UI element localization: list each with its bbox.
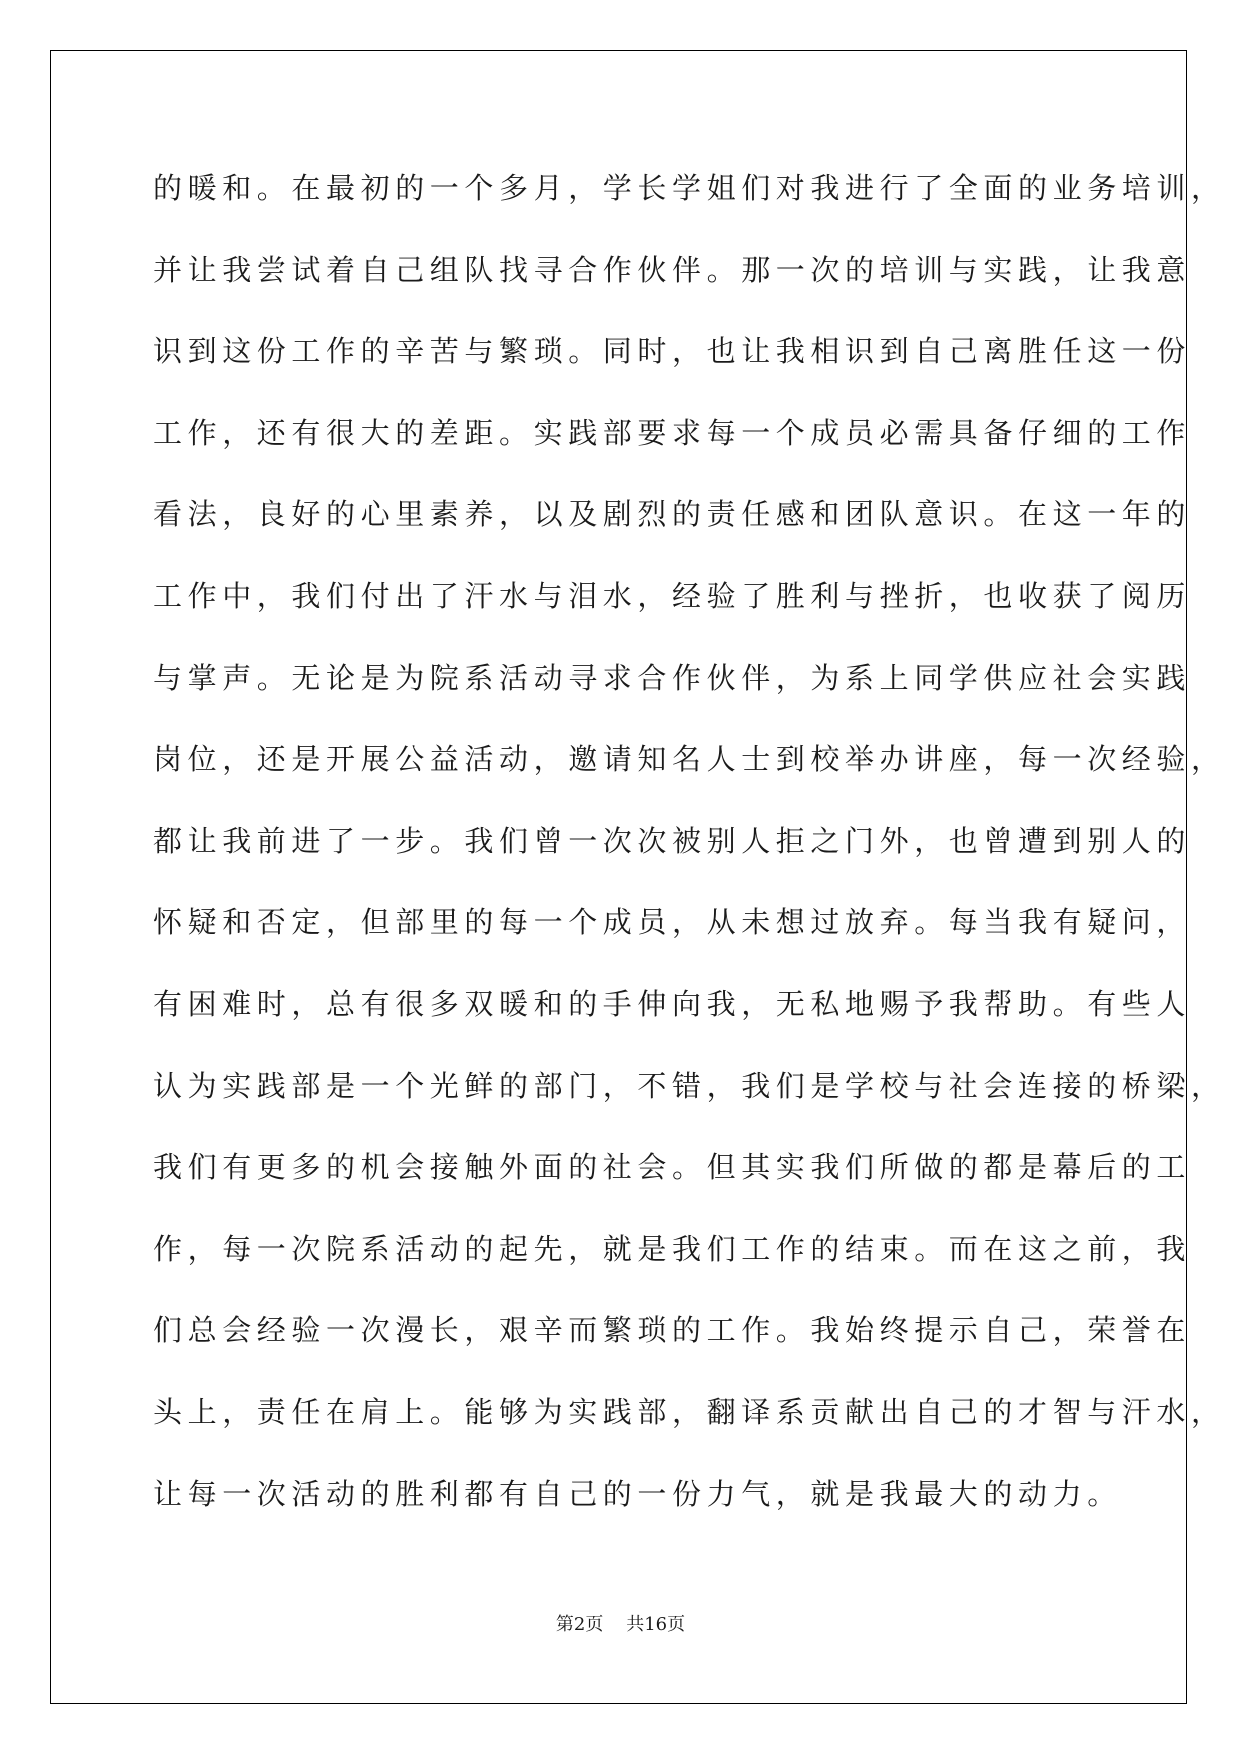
text-line: 让每一次活动的胜利都有自己的一份力气，就是我最大的动力。 — [153, 1476, 1122, 1511]
text-line: 作，每一次院系活动的起先，就是我们工作的结束。而在这之前，我 — [153, 1231, 1192, 1266]
text-line: 并让我尝试着自己组队找寻合作伙伴。那一次的培训与实践，让我意 — [153, 252, 1192, 287]
text-line: 看法，良好的心里素养，以及剧烈的责任感和团队意识。在这一年的 — [153, 497, 1192, 532]
text-line: 头上，责任在肩上。能够为实践部，翻译系贡献出自己的才智与汗水， — [153, 1394, 1226, 1429]
page-number-footer: 第2页 共16页 — [555, 1614, 686, 1635]
body-text — [153, 148, 1226, 1535]
text-line: 怀疑和否定，但部里的每一个成员，从未想过放弃。每当我有疑问， — [153, 905, 1192, 940]
text-line: 的暖和。在最初的一个多月，学长学姐们对我进行了全面的业务培训， — [153, 171, 1226, 205]
text-line: 有困难时，总有很多双暖和的手伸向我，无私地赐予我帮助。有些人 — [153, 986, 1192, 1021]
text-line: 识到这份工作的辛苦与繁琐。同时，也让我相识到自己离胜任这一份 — [153, 334, 1192, 369]
text-line: 们总会经验一次漫长，艰辛而繁琐的工作。我始终提示自己，荣誉在 — [153, 1313, 1192, 1348]
text-line: 我们有更多的机会接触外面的社会。但其实我们所做的都是幕后的工 — [153, 1150, 1192, 1185]
text-line: 岗位，还是开展公益活动，邀请知名人士到校举办讲座，每一次经验， — [153, 742, 1226, 777]
text-line: 与掌声。无论是为院系活动寻求合作伙伴，为系上同学供应社会实践 — [153, 660, 1192, 695]
text-line: 工作中，我们付出了汗水与泪水，经验了胜利与挫折，也收获了阅历 — [153, 578, 1192, 613]
text-line: 工作，还有很大的差距。实践部要求每一个成员必需具备仔细的工作 — [153, 415, 1192, 450]
text-line: 都让我前进了一步。我们曾一次次被别人拒之门外，也曾遭到别人的 — [153, 823, 1192, 858]
text-line: 认为实践部是一个光鲜的部门，不错，我们是学校与社会连接的桥梁， — [153, 1068, 1226, 1103]
